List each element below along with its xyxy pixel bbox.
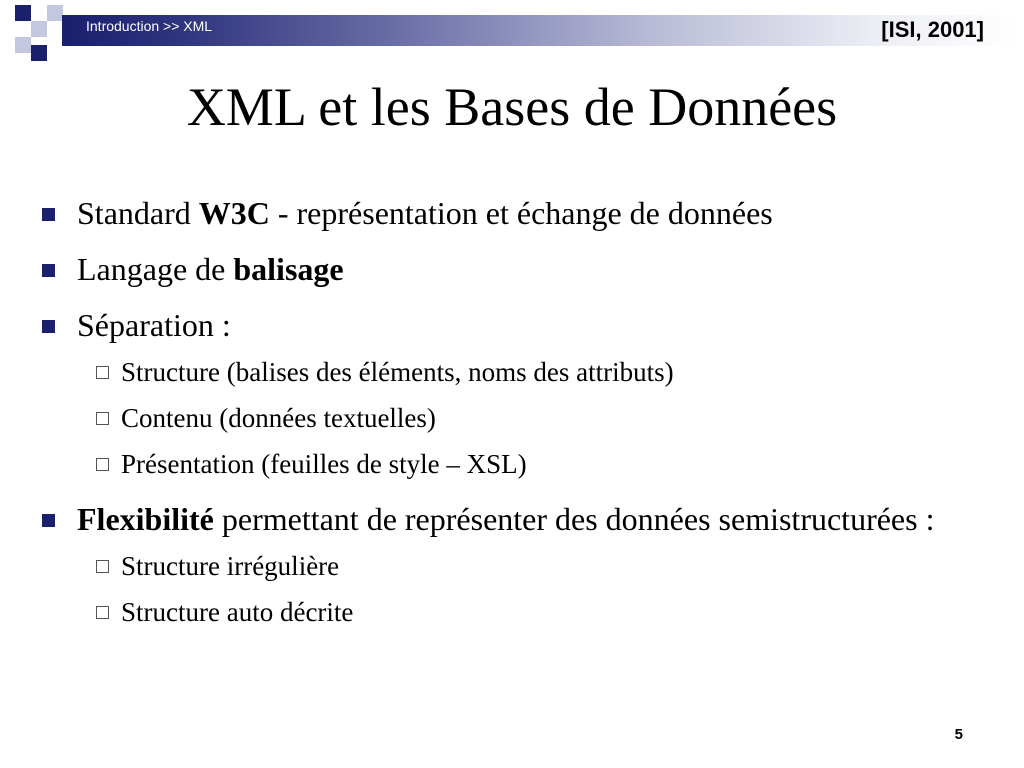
bullet-text: permettant de représenter des données semistructurées : (213, 501, 935, 537)
logo-square (31, 45, 47, 61)
bullet-flexibilite (40, 496, 980, 543)
bullet-text: Contenu (données textuelles) (121, 403, 436, 433)
hollow-square-bullet-icon (96, 412, 109, 425)
page-title: XML et les Bases de Données (186, 77, 838, 137)
bullet-bold-text: Flexibilité (77, 501, 214, 537)
logo-square (15, 5, 31, 21)
logo-square (47, 5, 63, 21)
page-number: 5 (954, 726, 963, 743)
sub-bullet-contenu (40, 401, 980, 436)
bullet-bold-text: balisage (233, 251, 344, 287)
bullet-text: Présentation (feuilles de style – XSL) (121, 449, 527, 479)
sub-bullet-auto (40, 595, 980, 630)
bullet-standard (40, 190, 980, 237)
bullet-text: Standard (77, 195, 199, 231)
hollow-square-bullet-icon (96, 606, 109, 619)
square-bullet-icon (42, 264, 55, 277)
bullet-text: Structure auto décrite (121, 597, 354, 627)
logo-square (15, 37, 31, 53)
citation: [ISI, 2001] (881, 17, 984, 42)
hollow-square-bullet-icon (96, 458, 109, 471)
bullet-langage (40, 246, 980, 293)
bullet-text: - représentation et échange de données (269, 195, 773, 231)
bullet-separation (40, 302, 980, 349)
bullet-bold-text: W3C (198, 195, 270, 231)
sub-bullet-presentation (40, 447, 980, 482)
sub-bullet-irreguliere (40, 549, 980, 584)
square-bullet-icon (42, 320, 55, 333)
hollow-square-bullet-icon (96, 366, 109, 379)
bullet-text: Séparation : (77, 307, 231, 343)
bullet-list (40, 190, 980, 644)
bullet-text: Structure irrégulière (121, 551, 340, 581)
sub-bullet-structure (40, 355, 980, 390)
bullet-text: Langage de (77, 251, 234, 287)
bullet-text: Structure (balises des éléments, noms des attributs) (121, 357, 674, 387)
breadcrumb: Introduction >> XML (86, 18, 213, 34)
square-bullet-icon (42, 514, 55, 527)
hollow-square-bullet-icon (96, 560, 109, 573)
square-bullet-icon (42, 208, 55, 221)
logo-square (31, 21, 47, 37)
